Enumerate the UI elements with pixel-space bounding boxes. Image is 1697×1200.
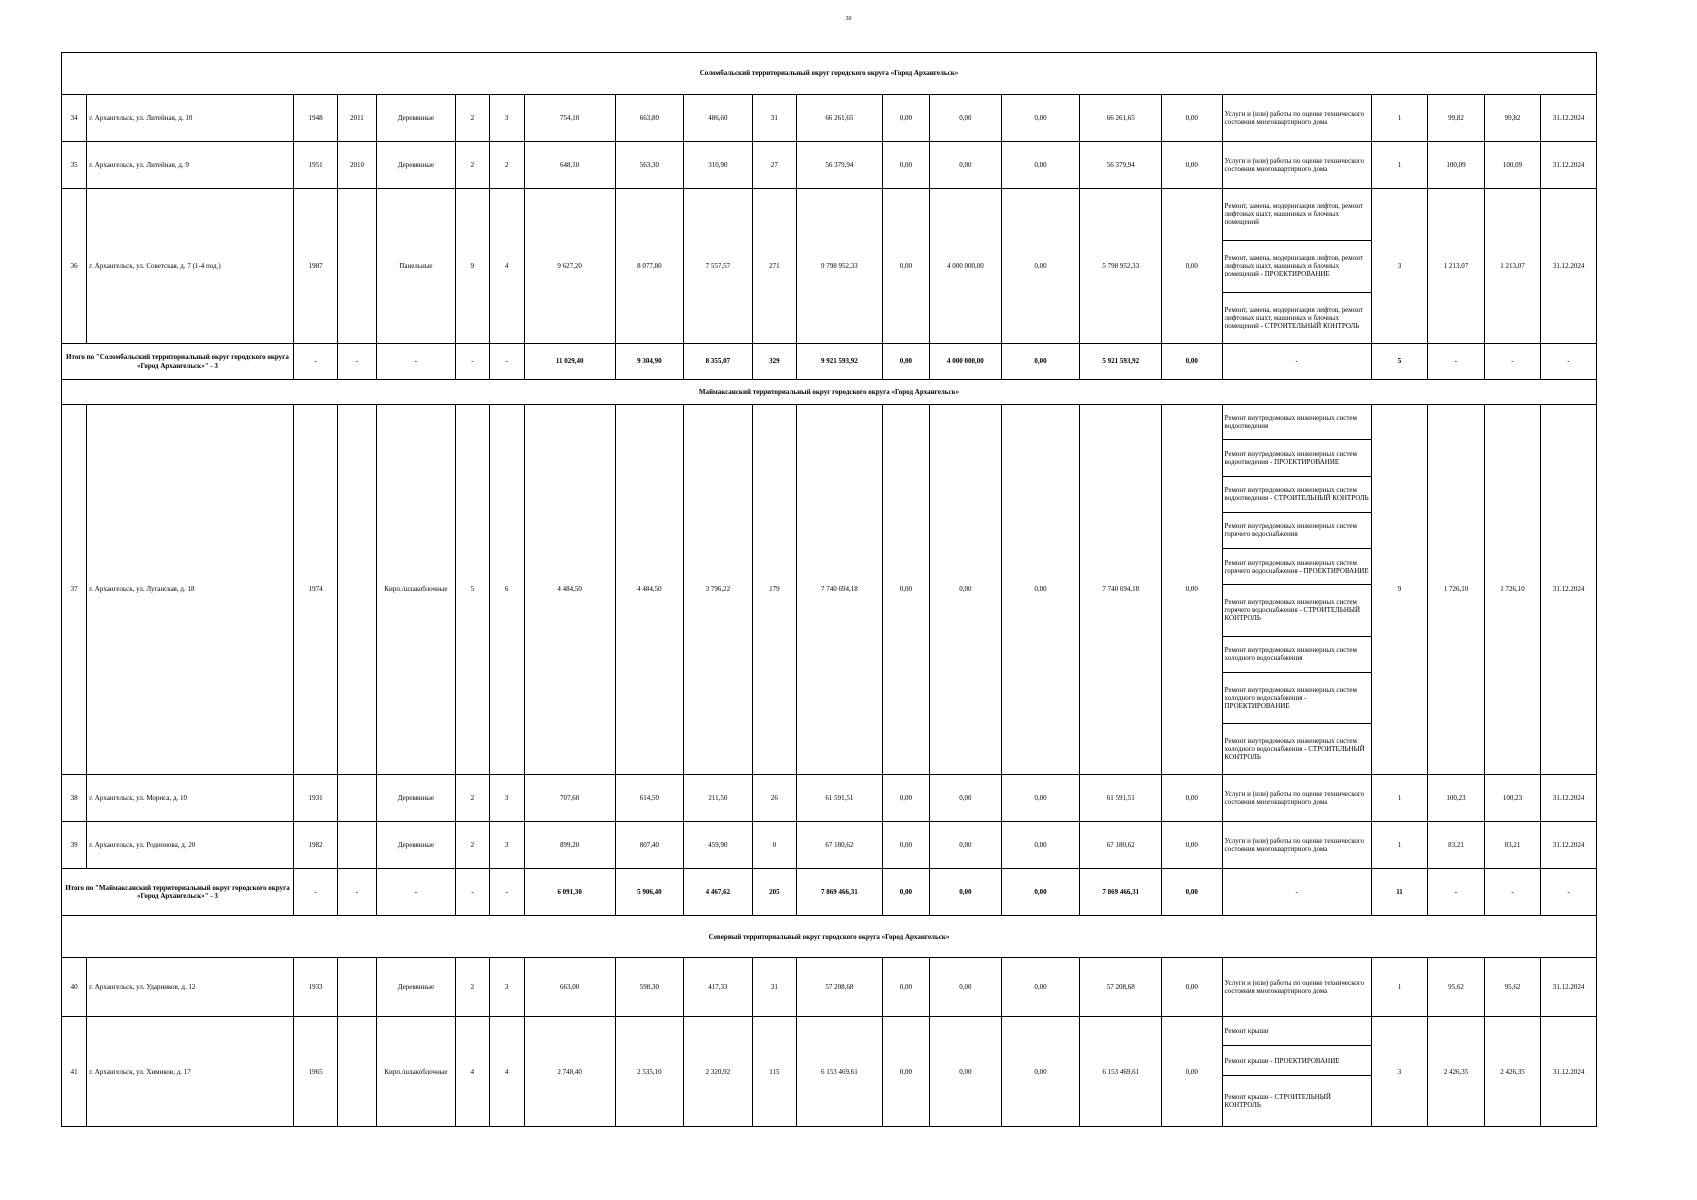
year-built-cell: 1987 [293, 188, 337, 344]
cost-owners-cell: 56 379,94 [1080, 141, 1162, 188]
total-cost-budget: 4 000 000,00 [930, 344, 1002, 379]
works-item-text: Ремонт крыши - СТРОИТЕЛЬНЫЙ КОНТРОЛЬ [1224, 1093, 1331, 1110]
year-repair-cell [338, 1017, 376, 1127]
cost-local-cell: 0,00 [1001, 141, 1080, 188]
year-repair-cell: 2011 [338, 94, 376, 141]
floors-cell: 2 [456, 822, 489, 869]
max-cost-cell: 100,09 [1484, 141, 1540, 188]
works-cell: Услуги и (или) работы по оценке технического состояния многоквартирного дома [1222, 141, 1371, 188]
total-works-count: 5 [1371, 344, 1427, 379]
cost-local-cell: 0,00 [1001, 775, 1080, 822]
address-cell: г. Архангельск, ул. Мориса, д. 10 [87, 775, 294, 822]
works-count-cell: 3 [1371, 188, 1427, 344]
cost-local-cell: 0,00 [1001, 1017, 1080, 1127]
total-cost-fund: 0,00 [882, 344, 929, 379]
cost-local-cell: 0,00 [1001, 94, 1080, 141]
cost-fund-cell: 0,00 [882, 188, 929, 344]
area-living-cell: 8 077,80 [615, 188, 684, 344]
page-number: 30 [845, 16, 852, 22]
row-number: 36 [62, 188, 87, 344]
total-area-res: 8 355,07 [684, 344, 753, 379]
cost-fund-cell: 0,00 [882, 404, 929, 774]
works-item-text: Ремонт, замена, модернизация лифтов, ремонт лифтовых шахт, машинных и блочных помещений - ПРОЕКТИРОВАНИЕ [1223, 240, 1371, 292]
walls-cell: Деревянные [376, 822, 456, 869]
works-count-cell: 3 [1371, 1017, 1427, 1127]
dash-cell: - [456, 344, 489, 379]
cost-owners-cell: 6 153 469,61 [1080, 1017, 1162, 1127]
residents-cell: 271 [752, 188, 796, 344]
area-res-cell: 417,33 [684, 958, 753, 1017]
total-area-total: 6 091,30 [524, 869, 615, 916]
entrances-cell: 3 [489, 775, 524, 822]
works-item-text: Ремонт крыши [1223, 1017, 1371, 1046]
cost-total-cell: 56 379,94 [797, 141, 883, 188]
cost-fund-cell: 0,00 [882, 141, 929, 188]
table-row [62, 958, 1597, 1017]
dash-cell: - [338, 344, 376, 379]
works-list [1223, 189, 1371, 344]
floors-cell: 2 [456, 94, 489, 141]
cost-budget-cell: 0,00 [930, 958, 1002, 1017]
residents-cell: 179 [752, 404, 796, 774]
cost-owners-cell: 57 208,68 [1080, 958, 1162, 1017]
max-cost-cell: 99,82 [1484, 94, 1540, 141]
works-item-text: Ремонт, замена, модернизация лифтов, ремонт лифтовых шахт, машинных и блочных помещений - СТРОИТЕЛЬНЫЙ КОНТРОЛЬ [1224, 306, 1364, 331]
dash-cell: - [1484, 869, 1540, 916]
area-living-cell: 807,40 [615, 822, 684, 869]
total-cost-other: 0,00 [1162, 869, 1223, 916]
cost-fund-cell: 0,00 [882, 775, 929, 822]
works-count-cell: 1 [1371, 958, 1427, 1017]
area-total-cell: 754,10 [524, 94, 615, 141]
total-area-living: 5 906,40 [615, 869, 684, 916]
address-cell: г. Архангельск, ул. Луганская, д. 18 [87, 404, 294, 774]
works-item-text: Ремонт внутридомовых инженерных систем горячего водоснабжения - СТРОИТЕЛЬНЫЙ КОНТРОЛЬ [1223, 585, 1371, 636]
total-cost-other: 0,00 [1162, 344, 1223, 379]
unit-cost-cell: 1 726,10 [1428, 404, 1484, 774]
area-living-cell: 563,30 [615, 141, 684, 188]
area-living-cell: 2 535,10 [615, 1017, 684, 1127]
cost-budget-cell: 0,00 [930, 404, 1002, 774]
cost-owners-cell: 7 740 694,18 [1080, 404, 1162, 774]
cost-other-cell: 0,00 [1162, 958, 1223, 1017]
entrances-cell: 3 [489, 94, 524, 141]
year-built-cell: 1965 [293, 1017, 337, 1127]
total-area-total: 11 029,40 [524, 344, 615, 379]
area-res-cell: 7 557,57 [684, 188, 753, 344]
year-repair-cell [338, 822, 376, 869]
cost-other-cell: 0,00 [1162, 775, 1223, 822]
cost-other-cell: 0,00 [1162, 94, 1223, 141]
works-list [1223, 405, 1371, 774]
total-residents: 329 [752, 344, 796, 379]
deadline-cell: 31.12.2024 [1541, 188, 1597, 344]
dash-cell: - [1428, 344, 1484, 379]
deadline-cell: 31.12.2024 [1541, 1017, 1597, 1127]
works-item [1223, 1046, 1371, 1076]
residents-cell: 31 [752, 958, 796, 1017]
table-body [62, 53, 1597, 1127]
year-built-cell: 1933 [293, 958, 337, 1017]
works-item [1223, 512, 1371, 548]
cost-other-cell: 0,00 [1162, 1017, 1223, 1127]
area-living-cell: 4 484,50 [615, 404, 684, 774]
cost-total-cell: 67 180,62 [797, 822, 883, 869]
year-repair-cell [338, 775, 376, 822]
section-header-row [62, 53, 1597, 95]
walls-cell: Кирп./шлакоблочные [376, 404, 456, 774]
works-item [1223, 636, 1371, 672]
cost-owners-cell: 5 798 952,33 [1080, 188, 1162, 344]
total-cost-total: 9 921 593,92 [797, 344, 883, 379]
total-area-living: 9 304,90 [615, 344, 684, 379]
dash-cell: - [489, 869, 524, 916]
residents-cell: 115 [752, 1017, 796, 1127]
year-built-cell: 1931 [293, 775, 337, 822]
works-item [1223, 476, 1371, 512]
area-total-cell: 9 627,20 [524, 188, 615, 344]
dash-cell: - [1222, 869, 1371, 916]
dash-cell: - [489, 344, 524, 379]
total-works-count: 11 [1371, 869, 1427, 916]
dash-cell: - [338, 869, 376, 916]
walls-cell: Деревянные [376, 141, 456, 188]
dash-cell: - [293, 869, 337, 916]
deadline-cell: 31.12.2024 [1541, 404, 1597, 774]
works-item [1223, 189, 1371, 240]
cost-total-cell: 7 740 694,18 [797, 404, 883, 774]
row-number: 41 [62, 1017, 87, 1127]
cost-fund-cell: 0,00 [882, 822, 929, 869]
area-total-cell: 2 748,40 [524, 1017, 615, 1127]
cost-total-cell: 6 153 469,61 [797, 1017, 883, 1127]
deadline-cell: 31.12.2024 [1541, 94, 1597, 141]
cost-budget-cell: 0,00 [930, 775, 1002, 822]
dash-cell: - [1541, 869, 1597, 916]
total-cost-local: 0,00 [1001, 344, 1080, 379]
total-cost-fund: 0,00 [882, 869, 929, 916]
cost-total-cell: 9 798 952,33 [797, 188, 883, 344]
total-residents: 205 [752, 869, 796, 916]
unit-cost-cell: 100,09 [1428, 141, 1484, 188]
works-item-text: Ремонт внутридомовых инженерных систем водоотведения - ПРОЕКТИРОВАНИЕ [1223, 440, 1371, 476]
works-count-cell: 1 [1371, 775, 1427, 822]
max-cost-cell: 95,62 [1484, 958, 1540, 1017]
works-item-text: Ремонт внутридомовых инженерных систем горячего водоснабжения - ПРОЕКТИРОВАНИЕ [1223, 548, 1371, 584]
area-res-cell: 3 796,22 [684, 404, 753, 774]
residents-cell: 0 [752, 822, 796, 869]
cost-local-cell: 0,00 [1001, 188, 1080, 344]
floors-cell: 2 [456, 958, 489, 1017]
total-area-res: 4 467,62 [684, 869, 753, 916]
walls-cell: Деревянные [376, 94, 456, 141]
works-item [1223, 585, 1371, 636]
residents-cell: 31 [752, 94, 796, 141]
floors-cell: 2 [456, 775, 489, 822]
total-cost-local: 0,00 [1001, 869, 1080, 916]
works-item-text: Ремонт внутридомовых инженерных систем холодного водоснабжения - СТРОИТЕЛЬНЫЙ КОНТРОЛЬ [1224, 737, 1365, 762]
works-item [1223, 292, 1371, 343]
max-cost-cell: 2 426,35 [1484, 1017, 1540, 1127]
row-number: 37 [62, 404, 87, 774]
cost-owners-cell: 66 261,65 [1080, 94, 1162, 141]
unit-cost-cell: 95,62 [1428, 958, 1484, 1017]
address-cell: г. Архангельск, ул. Литейная, д. 9 [87, 141, 294, 188]
entrances-cell: 2 [489, 141, 524, 188]
cost-fund-cell: 0,00 [882, 94, 929, 141]
section-header-row [62, 916, 1597, 958]
cost-other-cell: 0,00 [1162, 141, 1223, 188]
cost-local-cell: 0,00 [1001, 404, 1080, 774]
year-built-cell: 1974 [293, 404, 337, 774]
year-repair-cell [338, 188, 376, 344]
dash-cell: - [1428, 869, 1484, 916]
area-living-cell: 598,30 [615, 958, 684, 1017]
area-total-cell: 4 484,50 [524, 404, 615, 774]
residents-cell: 26 [752, 775, 796, 822]
max-cost-cell: 83,21 [1484, 822, 1540, 869]
works-cell: Услуги и (или) работы по оценке технического состояния многоквартирного дома [1222, 822, 1371, 869]
unit-cost-cell: 99,82 [1428, 94, 1484, 141]
total-cost-total: 7 869 466,31 [797, 869, 883, 916]
year-repair-cell [338, 958, 376, 1017]
works-cell [1222, 188, 1371, 344]
row-number: 34 [62, 94, 87, 141]
area-res-cell: 211,50 [684, 775, 753, 822]
walls-cell: Панельные [376, 188, 456, 344]
area-total-cell: 648,10 [524, 141, 615, 188]
area-total-cell: 899,20 [524, 822, 615, 869]
works-list [1223, 1017, 1371, 1126]
area-total-cell: 663,00 [524, 958, 615, 1017]
cost-budget-cell: 0,00 [930, 822, 1002, 869]
section-header-row [62, 379, 1597, 404]
total-row [62, 344, 1597, 379]
max-cost-cell: 1 726,10 [1484, 404, 1540, 774]
works-item-text: Ремонт внутридомовых инженерных систем водоотведения [1223, 405, 1371, 440]
deadline-cell: 31.12.2024 [1541, 958, 1597, 1017]
max-cost-cell: 1 213,07 [1484, 188, 1540, 344]
cost-total-cell: 61 591,51 [797, 775, 883, 822]
cost-other-cell: 0,00 [1162, 822, 1223, 869]
area-living-cell: 663,80 [615, 94, 684, 141]
section-title: Маймаксанский территориальный округ городского округа «Город Архангельск» [62, 379, 1597, 404]
works-cell: Услуги и (или) работы по оценке технического состояния многоквартирного дома [1222, 958, 1371, 1017]
works-cell: Услуги и (или) работы по оценке технического состояния многоквартирного дома [1222, 94, 1371, 141]
dash-cell: - [376, 344, 456, 379]
table-row [62, 141, 1597, 188]
works-item [1223, 672, 1371, 723]
table-row [62, 404, 1597, 774]
dash-cell: - [293, 344, 337, 379]
unit-cost-cell: 100,23 [1428, 775, 1484, 822]
year-repair-cell: 2010 [338, 141, 376, 188]
entrances-cell: 3 [489, 822, 524, 869]
cost-budget-cell: 0,00 [930, 94, 1002, 141]
cost-owners-cell: 67 180,62 [1080, 822, 1162, 869]
works-count-cell: 1 [1371, 141, 1427, 188]
cost-budget-cell: 0,00 [930, 1017, 1002, 1127]
walls-cell: Деревянные [376, 775, 456, 822]
works-item [1223, 1076, 1371, 1126]
total-cost-owners: 5 921 593,92 [1080, 344, 1162, 379]
works-item [1223, 724, 1371, 775]
table-row [62, 775, 1597, 822]
year-built-cell: 1948 [293, 94, 337, 141]
cost-local-cell: 0,00 [1001, 958, 1080, 1017]
unit-cost-cell: 1 213,07 [1428, 188, 1484, 344]
works-count-cell: 1 [1371, 822, 1427, 869]
cost-budget-cell: 0,00 [930, 141, 1002, 188]
deadline-cell: 31.12.2024 [1541, 775, 1597, 822]
dash-cell: - [1541, 344, 1597, 379]
works-cell [1222, 404, 1371, 774]
works-item-text: Ремонт крыши - ПРОЕКТИРОВАНИЕ [1223, 1046, 1371, 1076]
entrances-cell: 3 [489, 958, 524, 1017]
total-label: Итого по "Маймаксанский территориальный округ городского округа «Город Архангельск»" - 3 [62, 869, 294, 916]
address-cell: г. Архангельск, ул. Советская, д. 7 (1-4 под.) [87, 188, 294, 344]
works-item-text: Ремонт внутридомовых инженерных систем водоотведения - СТРОИТЕЛЬНЫЙ КОНТРОЛЬ [1223, 476, 1371, 512]
works-item-text: Ремонт внутридомовых инженерных систем холодного водоснабжения [1223, 636, 1371, 672]
table-row [62, 822, 1597, 869]
entrances-cell: 4 [489, 1017, 524, 1127]
year-built-cell: 1951 [293, 141, 337, 188]
works-item [1223, 440, 1371, 476]
table-row [62, 94, 1597, 141]
dash-cell: - [1484, 344, 1540, 379]
works-item-text: Ремонт внутридомовых инженерных систем горячего водоснабжения [1223, 512, 1371, 548]
entrances-cell: 4 [489, 188, 524, 344]
address-cell: г. Архангельск, ул. Ударников, д. 12 [87, 958, 294, 1017]
total-cost-budget: 0,00 [930, 869, 1002, 916]
deadline-cell: 31.12.2024 [1541, 822, 1597, 869]
area-living-cell: 614,50 [615, 775, 684, 822]
row-number: 38 [62, 775, 87, 822]
cost-total-cell: 66 261,65 [797, 94, 883, 141]
works-cell: Услуги и (или) работы по оценке технического состояния многоквартирного дома [1222, 775, 1371, 822]
walls-cell: Кирп./шлакоблочные [376, 1017, 456, 1127]
cost-other-cell: 0,00 [1162, 188, 1223, 344]
works-cell [1222, 1017, 1371, 1127]
works-count-cell: 1 [1371, 94, 1427, 141]
floors-cell: 9 [456, 188, 489, 344]
deadline-cell: 31.12.2024 [1541, 141, 1597, 188]
works-item [1223, 548, 1371, 584]
entrances-cell: 6 [489, 404, 524, 774]
max-cost-cell: 100,23 [1484, 775, 1540, 822]
address-cell: г. Архангельск, ул. Химиков, д. 17 [87, 1017, 294, 1127]
residents-cell: 27 [752, 141, 796, 188]
section-title: Соломбальский территориальный округ городского округа «Город Архангельск» [62, 53, 1597, 95]
floors-cell: 2 [456, 141, 489, 188]
row-number: 35 [62, 141, 87, 188]
unit-cost-cell: 83,21 [1428, 822, 1484, 869]
walls-cell: Деревянные [376, 958, 456, 1017]
year-built-cell: 1982 [293, 822, 337, 869]
row-number: 39 [62, 822, 87, 869]
table-row [62, 188, 1597, 344]
area-res-cell: 459,90 [684, 822, 753, 869]
area-res-cell: 310,90 [684, 141, 753, 188]
total-label: Итого по "Соломбальский территориальный округ городского округа «Город Архангельск»" - 3 [62, 344, 294, 379]
table-row [62, 1017, 1597, 1127]
cost-local-cell: 0,00 [1001, 822, 1080, 869]
total-row [62, 869, 1597, 916]
cost-owners-cell: 61 591,51 [1080, 775, 1162, 822]
section-title: Северный территориальный округ городского округа «Город Архангельск» [62, 916, 1597, 958]
area-res-cell: 486,60 [684, 94, 753, 141]
cost-other-cell: 0,00 [1162, 404, 1223, 774]
unit-cost-cell: 2 426,35 [1428, 1017, 1484, 1127]
year-repair-cell [338, 404, 376, 774]
works-item-text: Ремонт, замена, модернизация лифтов, ремонт лифтовых шахт, машинных и блочных помещений [1223, 189, 1371, 240]
program-table [61, 52, 1597, 1127]
area-res-cell: 2 320,92 [684, 1017, 753, 1127]
works-item [1223, 1017, 1371, 1046]
floors-cell: 4 [456, 1017, 489, 1127]
works-item [1223, 240, 1371, 292]
works-item [1223, 405, 1371, 440]
dash-cell: - [456, 869, 489, 916]
area-total-cell: 707,60 [524, 775, 615, 822]
cost-fund-cell: 0,00 [882, 958, 929, 1017]
cost-budget-cell: 4 000 000,00 [930, 188, 1002, 344]
floors-cell: 5 [456, 404, 489, 774]
works-count-cell: 9 [1371, 404, 1427, 774]
works-item-text: Ремонт внутридомовых инженерных систем холодного водоснабжения - ПРОЕКТИРОВАНИЕ [1223, 672, 1371, 723]
cost-total-cell: 57 208,68 [797, 958, 883, 1017]
address-cell: г. Архангельск, ул. Литейная, д. 10 [87, 94, 294, 141]
total-cost-owners: 7 869 466,31 [1080, 869, 1162, 916]
cost-fund-cell: 0,00 [882, 1017, 929, 1127]
row-number: 40 [62, 958, 87, 1017]
dash-cell: - [1222, 344, 1371, 379]
dash-cell: - [376, 869, 456, 916]
address-cell: г. Архангельск, ул. Родионова, д. 20 [87, 822, 294, 869]
